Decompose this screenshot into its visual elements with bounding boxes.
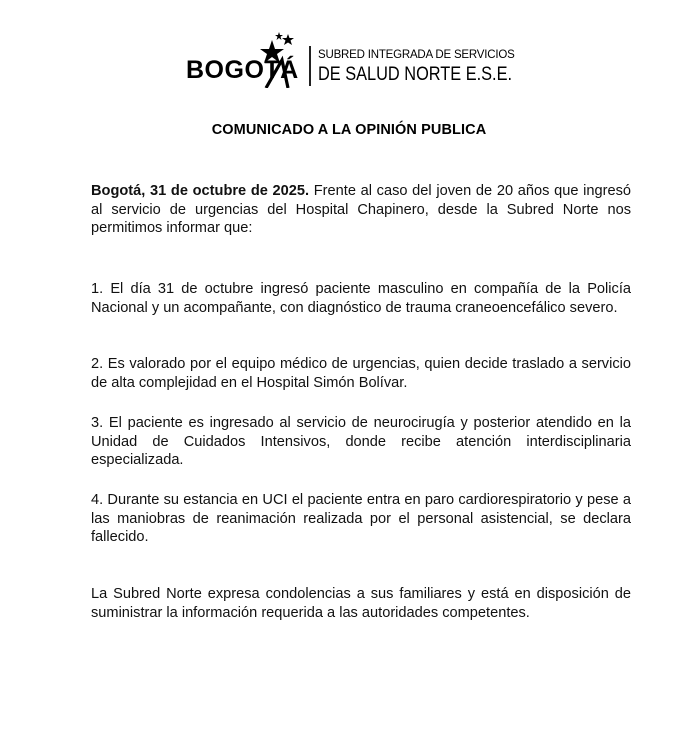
star-small-right	[282, 34, 294, 45]
place-date: Bogotá, 31 de octubre de 2025.	[91, 183, 310, 199]
org-name-line1: SUBRED INTEGRADA DE SERVICIOS	[318, 49, 515, 61]
list-item-1: 1. El día 31 de octubre ingresó paciente masculino en compañía de la Policía Nacional y un acompañante, con diagnóstico de trauma craneoencefálico severo.	[91, 281, 631, 316]
list-item-3: 3. El paciente es ingresado al servicio de neurocirugía y posterior atendido en la Unidad de Cuidados Intensivos, donde recibe atención interdisciplinaria especializada.	[91, 415, 631, 468]
logo-city-name: BOGOTÁ	[186, 56, 299, 84]
list-item-2: 2. Es valorado por el equipo médico de urgencias, quien decide traslado a servicio de alta complejidad en el Hospital Simón Bolívar.	[91, 356, 631, 391]
list-item	[91, 355, 631, 392]
list-item	[91, 491, 631, 547]
star-large	[260, 40, 284, 63]
org-name-line2: DE SALUD NORTE E.S.E.	[318, 64, 513, 85]
document-title: COMUNICADO A LA OPINIÓN PUBLICA	[211, 122, 487, 138]
logo-accent-stroke	[266, 60, 288, 88]
list-item	[91, 414, 631, 470]
stars-icon	[258, 32, 298, 88]
closing-text: La Subred Norte expresa condolencias a sus familiares y está en disposición de suministrar la información requerida a las autoridades competentes.	[91, 586, 631, 621]
closing-paragraph	[91, 585, 631, 622]
intro-text: Frente al caso del joven de 20 años que ingresó al servicio de urgencias del Hospital Chapinero, desde la Subred Norte nos permitimos informar que:	[91, 183, 631, 236]
list-item-4: 4. Durante su estancia en UCI el paciente entra en paro cardiorespiratorio y pese a las maniobras de reanimación realizada por el personal asistencial, se declara fallecido.	[91, 492, 631, 545]
logo-divider	[309, 46, 311, 86]
intro-paragraph	[91, 182, 631, 238]
list-item	[91, 280, 631, 317]
star-small-top	[275, 32, 283, 40]
letterhead	[0, 30, 698, 92]
